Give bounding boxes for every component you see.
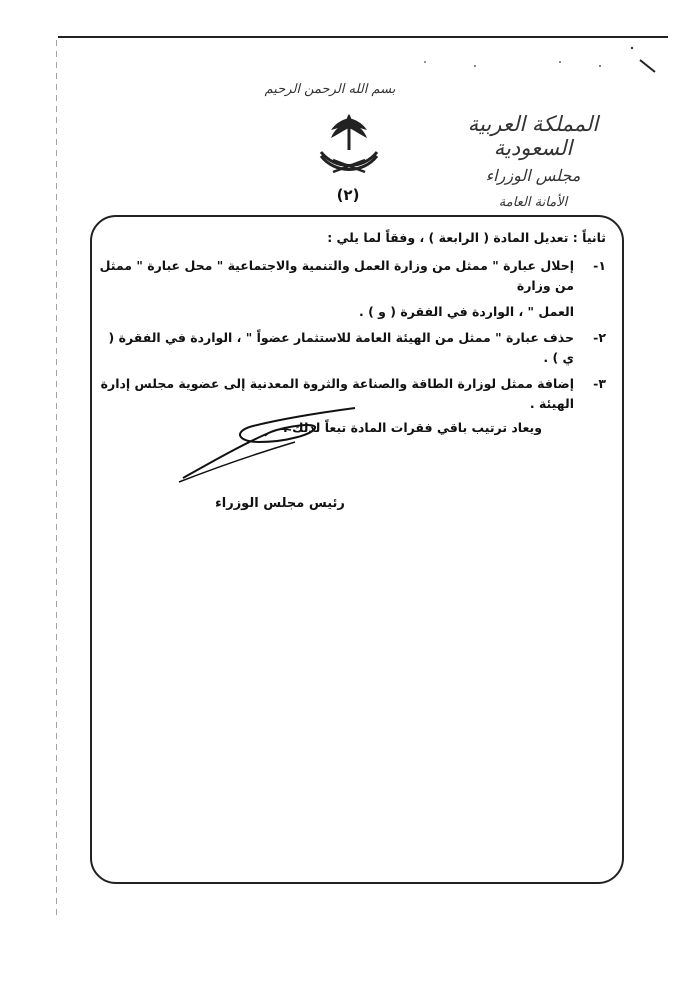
- handwritten-signature: [175, 398, 365, 488]
- item-number: ٢-: [593, 330, 606, 345]
- signatory-title: رئيس مجلس الوزراء: [215, 496, 345, 511]
- secretariat-title: الأمانة العامة: [498, 195, 568, 210]
- item-text-line: إحلال عبارة " ممثل من وزارة العمل والتنمية والاجتماعية " محل عبارة " ممثل من وزارة: [99, 258, 574, 293]
- palm-swords-emblem-icon: [313, 110, 385, 178]
- list-item: [98, 328, 606, 368]
- item-text: حذف عبارة " ممثل من الهيئة العامة للاستثمار عضواً " ، الواردة في الفقرة ( ي ) .: [108, 330, 574, 365]
- basmala: بسم الله الرحمن الرحيم: [264, 82, 396, 97]
- list-item: [98, 256, 606, 322]
- item-text: [98, 256, 574, 322]
- section-intro: ثانياً : تعديل المادة ( الرابعة ) ، وفقاً لما يلي :: [327, 230, 606, 245]
- item-number: ١-: [593, 258, 606, 273]
- item-number: ٣-: [593, 376, 606, 391]
- scan-specks: [0, 0, 700, 120]
- scan-left-edge: [56, 40, 57, 920]
- kingdom-title: المملكة العربية السعودية: [467, 112, 599, 160]
- closing-line: ويعاد ترتيب باقي فقرات المادة تبعاً لذلك .: [283, 420, 542, 435]
- page-number: (٢): [336, 186, 360, 204]
- council-title: مجلس الوزراء: [485, 166, 581, 185]
- item-text-continuation: العمل " ، الواردة في الفقرة ( و ) .: [359, 304, 574, 319]
- letterhead: [438, 112, 628, 210]
- item-text: إضافة ممثل لوزارة الطاقة والصناعة والثروة المعدنية إلى عضوية مجلس إدارة الهيئة .: [100, 376, 574, 411]
